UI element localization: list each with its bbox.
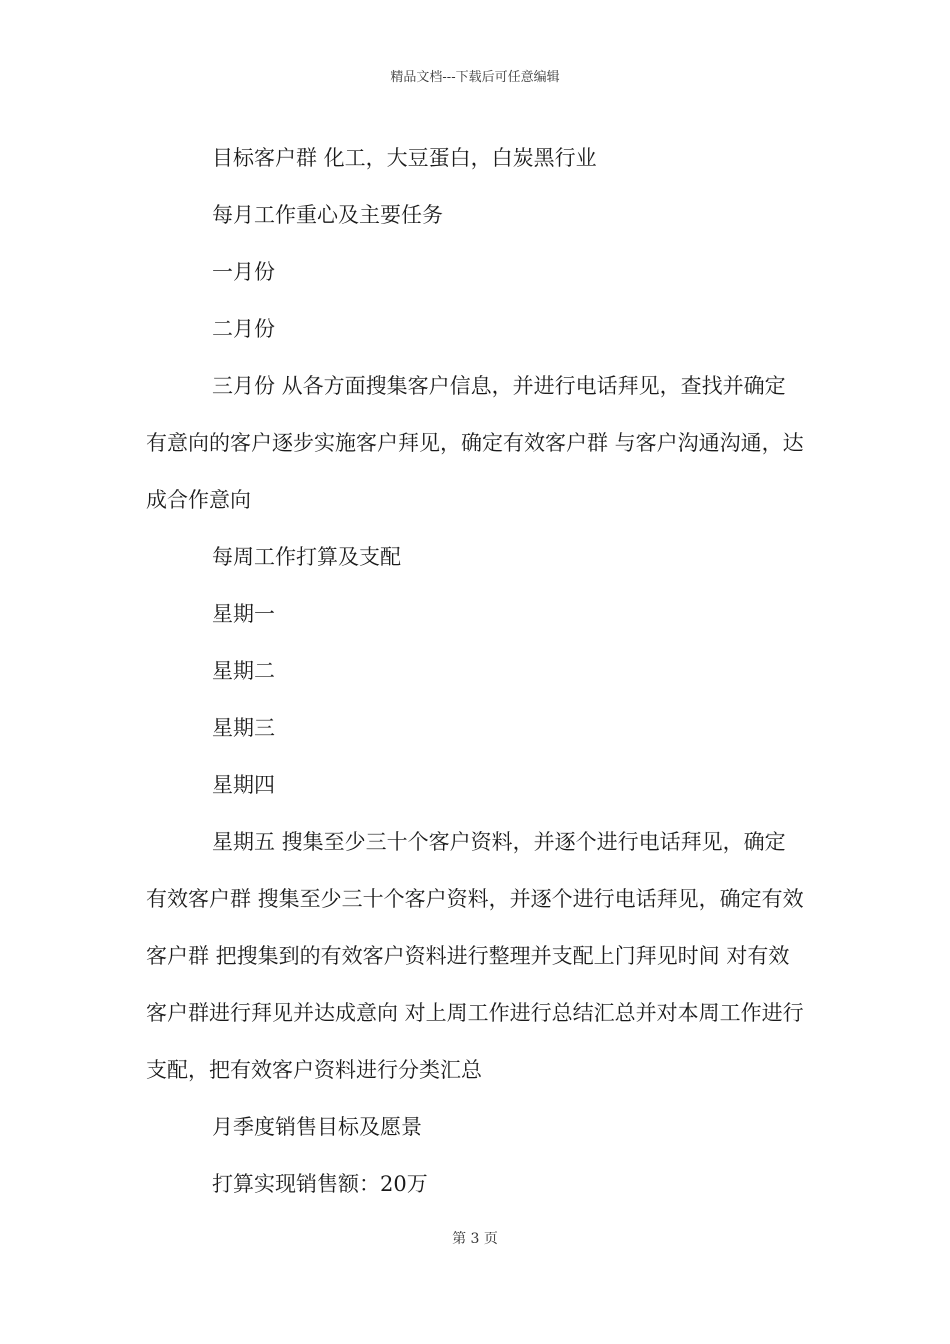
- paragraph: 月季度销售目标及愿景: [212, 1115, 422, 1139]
- paragraph: 打算实现销售额：20万: [212, 1172, 428, 1196]
- paragraph: 星期三: [212, 716, 275, 740]
- paragraph: 星期四: [212, 773, 275, 797]
- document-body: [146, 130, 806, 1213]
- paragraph: 二月份: [212, 317, 275, 341]
- paragraph: 每月工作重心及主要任务: [212, 203, 443, 227]
- paragraph: 每周工作打算及支配: [212, 545, 401, 569]
- page-footer: 第 3 页: [452, 1231, 498, 1247]
- paragraph: 一月份: [212, 260, 275, 284]
- paragraph: 目标客户群 化工，大豆蛋白，白炭黑行业: [212, 146, 597, 170]
- page-header: 精品文档---下载后可任意编辑: [390, 70, 560, 85]
- paragraph: 星期五 搜集至少三十个客户资料，并逐个进行电话拜见，确定有效客户群 搜集至少三十个客户资料，并逐个进行电话拜见，确定有效客户群 把搜集到的有效客户资料进行整理并支配上门拜见时间 对有效客户群进行拜见并达成意向 对上周工作进行总结汇总并对本周工作进行支配，把有效客户资料进行分类汇总: [146, 830, 804, 1082]
- paragraph: 星期一: [212, 602, 275, 626]
- paragraph: 三月份 从各方面搜集客户信息，并进行电话拜见，查找并确定有意向的客户逐步实施客户拜见，确定有效客户群 与客户沟通沟通，达成合作意向: [146, 374, 804, 512]
- paragraph: 星期二: [212, 659, 275, 683]
